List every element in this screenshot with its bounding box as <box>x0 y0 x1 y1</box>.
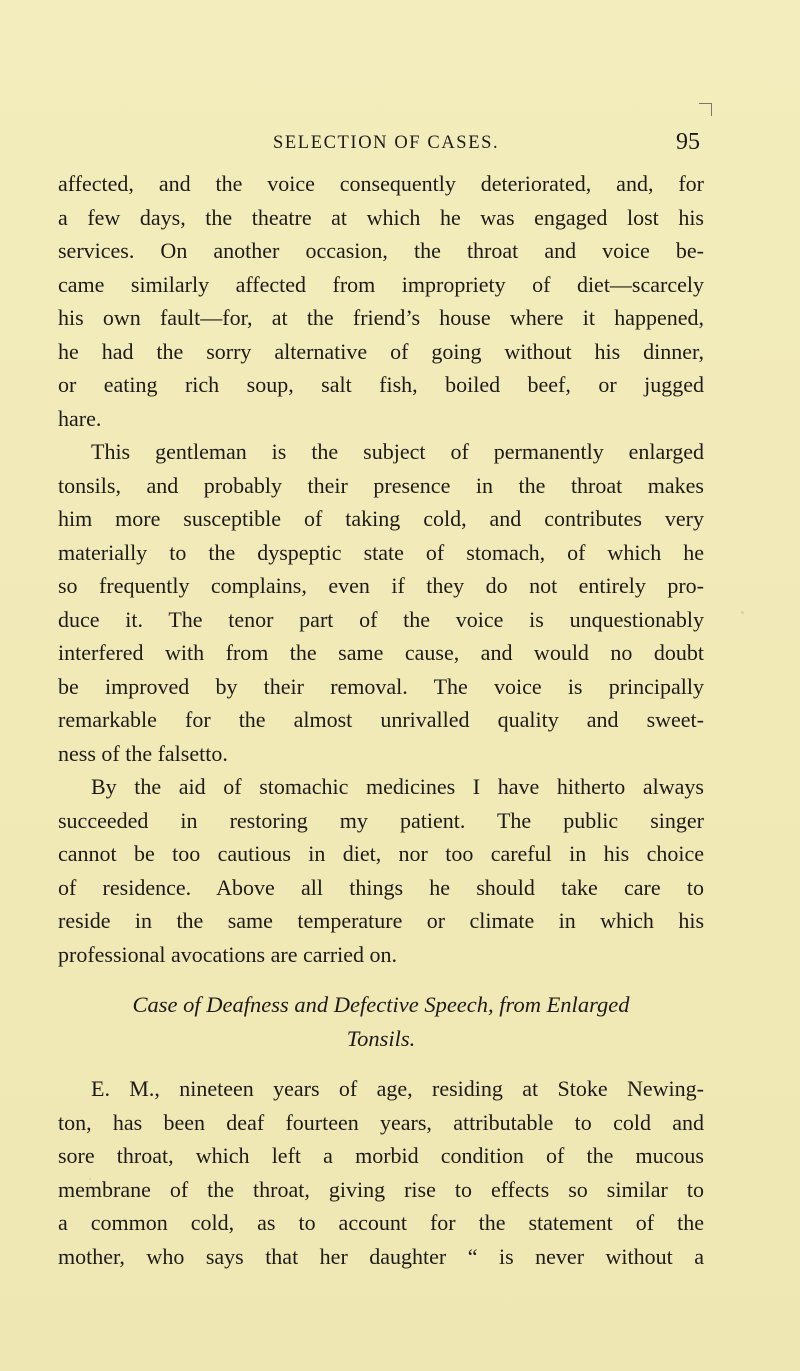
text-line: remarkable for the almost unrivalled quality and sweet- <box>58 707 704 732</box>
text-line: a common cold, as to account for the statement of the <box>58 1210 704 1235</box>
page-number: 95 <box>676 129 700 155</box>
text-line: By the aid of stomachic medicines I have hitherto always <box>91 774 704 799</box>
text-line: succeeded in restoring my patient. The public singer <box>58 807 704 833</box>
text-line: came similarly affected from impropriety of diet—scarcely <box>58 271 704 297</box>
paragraph-4 <box>58 1072 704 1273</box>
paragraph-1 <box>58 167 704 435</box>
text-line: professional avocations are carried on. <box>58 941 398 967</box>
text-line: mother, who says that her daughter “ is never without a <box>58 1243 704 1269</box>
text-line: interfered with from the same cause, and would no doubt <box>58 640 704 665</box>
page-header <box>0 125 800 165</box>
text-line: duce it. The tenor part of the voice is unquestionably <box>58 606 704 632</box>
paragraph-2 <box>58 435 704 770</box>
section-heading-line: Tonsils. <box>346 1025 416 1051</box>
text-line: ness of the falsetto. <box>58 740 228 766</box>
text-line: cannot be too cautious in diet, nor too careful in his choice <box>58 841 704 866</box>
text-line: or eating rich soup, salt fish, boiled beef, or jugged <box>58 372 704 397</box>
text-line: him more susceptible of taking cold, and contributes very <box>58 506 704 531</box>
text-line: hare. <box>58 405 102 431</box>
section-heading-line: Case of Deafness and Defective Speech, from Enlarged <box>132 992 630 1017</box>
running-head: SELECTION OF CASES. <box>273 133 500 153</box>
text-line: reside in the same temperature or climate in which his <box>58 908 704 933</box>
text-line: of residence. Above all things he should take care to <box>58 874 704 900</box>
section-heading <box>58 988 704 1055</box>
text-line: ton, has been deaf fourteen years, attributable to cold and <box>58 1109 704 1135</box>
text-line: be improved by their removal. The voice is principally <box>58 673 704 699</box>
text-line: E. M., nineteen years of age, residing at Stoke Newing- <box>91 1076 704 1101</box>
text-line: materially to the dyspeptic state of stomach, of which he <box>58 539 704 565</box>
main-text <box>58 167 704 1273</box>
text-line: he had the sorry alternative of going without his dinner, <box>58 338 704 364</box>
paragraph-3 <box>58 770 704 971</box>
text-line: so frequently complains, even if they do not entirely pro- <box>58 573 704 598</box>
text-line: This gentleman is the subject of permanently enlarged <box>91 439 704 464</box>
paper-speck <box>89 1178 91 1180</box>
text-line: his own fault—for, at the friend’s house where it happened, <box>58 305 704 330</box>
text-line: services. On another occasion, the throat and voice be- <box>58 238 704 263</box>
text-line: membrane of the throat, giving rise to effects so similar to <box>58 1176 704 1202</box>
text-line: a few days, the theatre at which he was engaged lost his <box>58 204 704 230</box>
text-line: sore throat, which left a morbid condition of the mucous <box>58 1143 704 1168</box>
text-line: affected, and the voice consequently deteriorated, and, for <box>58 171 704 196</box>
text-line: tonsils, and probably their presence in the throat makes <box>58 472 704 498</box>
page-corner-mark <box>699 103 712 116</box>
paper-speck <box>741 611 744 614</box>
